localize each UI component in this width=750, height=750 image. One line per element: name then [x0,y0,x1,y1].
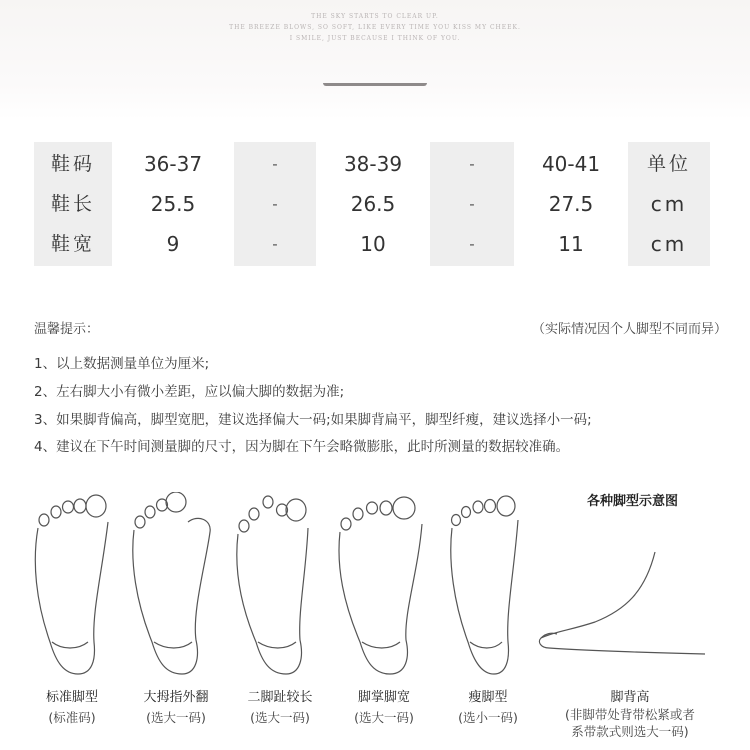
tip-item: 4、建议在下午时间测量脚的尺寸，因为脚在下午会略微膨胀，此时所测量的数据较准确。 [34,439,570,455]
table-cell: - [469,235,475,253]
tip-item: 1、以上数据测量单位为厘米; [34,356,210,372]
table-cell: - [469,195,475,213]
header-divider [323,80,427,86]
table-cell: cm [650,232,688,256]
table-cell: 25.5 [150,192,196,216]
foot-type-name: 脚掌脚宽 [357,690,410,705]
row-label-column [34,142,112,266]
separator-column [234,142,316,266]
table-cell: - [272,155,278,173]
table-cell: 26.5 [350,192,396,216]
long-second-toe-foot-illustration [230,492,330,680]
tagline-line-1: THE SKY STARTS TO CLEAR UP. [311,13,439,20]
unit-column [628,142,710,266]
tips-title: 温馨提示： [34,322,100,337]
table-cell: 9 [166,232,180,256]
table-cell: 单位 [646,153,691,175]
high-instep-advice-line-1: (非脚带处背带松紧或者 [565,707,695,722]
size-column-40-41 [514,142,628,266]
row-label-size: 鞋码 [50,153,95,175]
high-instep-foot-illustration [535,492,715,680]
table-cell: 10 [360,232,386,256]
table-cell: 27.5 [548,192,594,216]
foot-type-name: 瘦脚型 [468,690,508,705]
table-cell: 40-41 [541,152,601,176]
row-label-width: 鞋宽 [50,233,95,255]
table-cell: - [272,235,278,253]
separator-column [430,142,514,266]
tip-item: 3、如果脚背偏高，脚型宽肥，建议选择偏大一码;如果脚背扁平，脚型纤瘦，建议选择小一码; [34,412,592,428]
high-instep-advice [545,706,715,740]
row-label-length: 鞋长 [50,193,95,215]
tip-item: 2、左右脚大小有微小差距，应以偏大脚的数据为准; [34,384,345,400]
foot-type-name: 大拇指外翻 [143,690,209,705]
standard-foot-illustration [22,492,122,680]
table-cell: 11 [558,232,584,256]
foot-type-advice: (标准码) [48,710,96,725]
foot-type-advice: (选小一码) [458,710,518,725]
high-instep-name: 脚背高 [610,690,650,705]
foot-type-name: 二脚趾较长 [247,690,313,705]
slim-foot-illustration [438,492,538,680]
tips-note: （实际情况因个人脚型不同而异） [531,322,727,337]
tagline-line-2: THE BREEZE BLOWS, SO SOFT, LIKE EVERY TIME YOU KISS MY CHEEK. [229,24,521,31]
table-cell: cm [650,192,688,216]
foot-type-name: 标准脚型 [45,690,98,705]
table-cell: - [469,155,475,173]
foot-type-advice: (选大一码) [250,710,310,725]
table-cell: 36-37 [143,152,203,176]
foot-type-advice: (选大一码) [146,710,206,725]
table-cell: 38-39 [343,152,403,176]
table-cell: - [272,195,278,213]
bunion-foot-illustration [126,492,226,680]
tagline-line-3: I SMILE, JUST BECAUSE I THINK OF YOU. [289,35,461,42]
foot-type-advice: (选大一码) [354,710,414,725]
diagram-title: 各种脚型示意图 [586,494,678,509]
high-instep-advice-line-2: 系带款式则选大一码) [571,724,689,739]
size-column-36-37 [112,142,234,266]
size-column-38-39 [316,142,430,266]
wide-foot-illustration [334,492,434,680]
size-table [34,142,710,266]
